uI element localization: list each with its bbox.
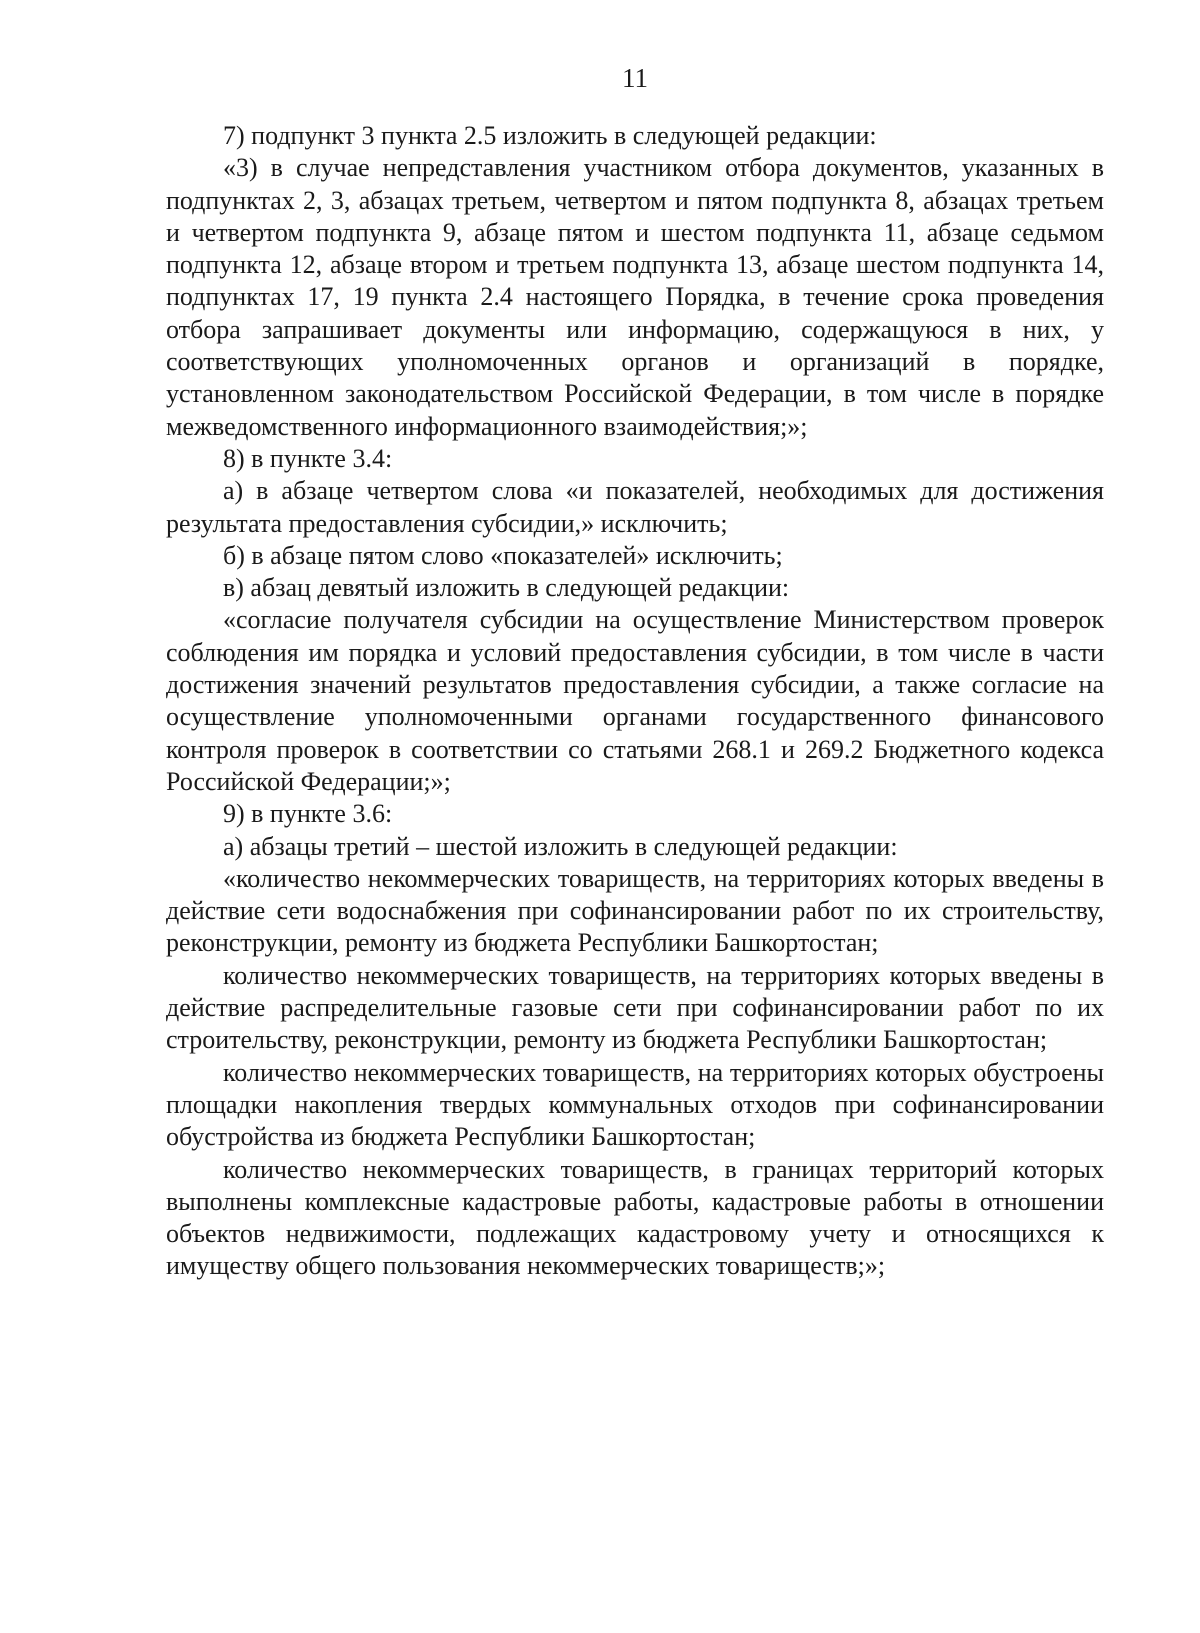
paragraph: б) в абзаце пятом слово «показателей» исключить; bbox=[223, 540, 783, 570]
paragraph: «3) в случае непредставления участником отбора документов, указанных в подпунктах 2, 3, абзацах третьем, четвертом и пятом подпункта 8, абзацах третьем и четвертом подпункта 9, абзаце пятом и шестом подпункта 11, абзаце седьмом подпункта 12, абзаце втором и третьем подпункта 13, абзаце шестом подпункта 14, подпунктах 17, 19 пункта 2.4 настоящего Порядка, в течение срока проведения отбора запрашивает документы или информацию, содержащуюся в них, у соответствующих уполномоченных органов и организаций в порядке, установленном законодательством Российской Федерации, в том числе в порядке межведомственного информационного взаимодействия;»; bbox=[166, 153, 1104, 441]
paragraph: 9) в пункте 3.6: bbox=[223, 799, 393, 829]
paragraph: количество некоммерческих товариществ, в границах территорий которых выполнены комплексные кадастровые работы, кадастровые работы в отношении объектов недвижимости, подлежащих кадастровому учету и относящихся к имуществу общего пользования некоммерческих товариществ;»; bbox=[166, 1154, 1104, 1281]
paragraph: количество некоммерческих товариществ, на территориях которых введены в действие распределительные газовые сети при софинансировании работ по их строительству, реконструкции, ремонту из бюджета Республики Башкортостан; bbox=[166, 960, 1104, 1055]
paragraph: «согласие получателя субсидии на осуществление Министерством проверок соблюдения им порядка и условий предоставления субсидии, в том числе в части достижения значений результатов предоставления субсидии, а также согласие на осуществление уполномоченными органами государственного финансового контроля проверок в соответствии со статьями 268.1 и 269.2 Бюджетного кодекса Российской Федерации;»; bbox=[166, 605, 1104, 796]
paragraph: 8) в пункте 3.4: bbox=[223, 443, 393, 473]
paragraph: а) в абзаце четвертом слова «и показателей, необходимых для достижения результата предоставления субсидии,» исключить; bbox=[166, 476, 1104, 538]
paragraph: в) абзац девятый изложить в следующей редакции: bbox=[223, 573, 790, 603]
paragraph: количество некоммерческих товариществ, на территориях которых обустроены площадки накопления твердых коммунальных отходов при софинансировании обустройства из бюджета Республики Башкортостан; bbox=[166, 1057, 1104, 1152]
page-number: 11 bbox=[622, 63, 648, 93]
paragraph: а) абзацы третий – шестой изложить в следующей редакции: bbox=[223, 831, 898, 861]
document-body bbox=[166, 120, 1104, 1283]
paragraph: 7) подпункт 3 пункта 2.5 изложить в следующей редакции: bbox=[223, 121, 877, 150]
paragraph: «количество некоммерческих товариществ, на территориях которых введены в действие сети водоснабжения при софинансировании работ по их строительству, реконструкции, ремонту из бюджета Республики Башкортостан; bbox=[166, 863, 1104, 958]
